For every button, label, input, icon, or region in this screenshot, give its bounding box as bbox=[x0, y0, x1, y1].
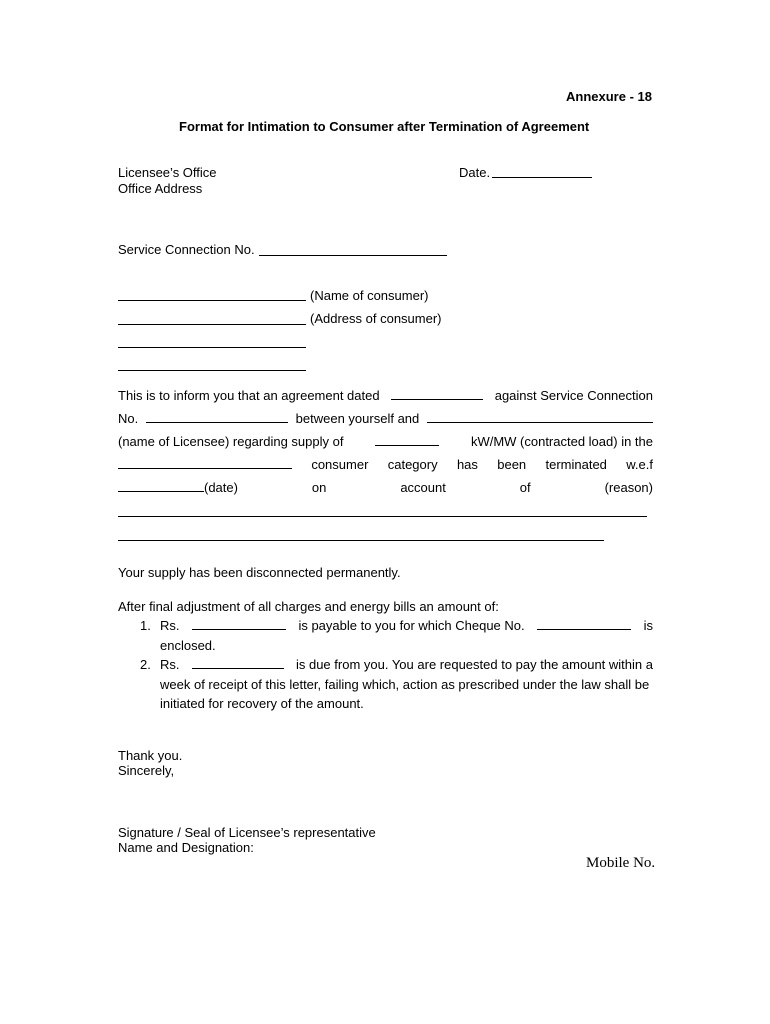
item-2-line-3: initiated for recovery of the amount. bbox=[160, 696, 364, 711]
body-word: of bbox=[519, 480, 531, 495]
cheque-no-blank[interactable] bbox=[537, 618, 631, 630]
body-text: is payable to you for which Cheque No. bbox=[298, 618, 525, 633]
signature-label: Signature / Seal of Licensee’s representative bbox=[118, 825, 376, 840]
body-word: terminated bbox=[545, 457, 607, 472]
item-2-number: 2. bbox=[140, 657, 151, 672]
mobile-label: Mobile No. bbox=[586, 855, 656, 871]
item-1-number: 1. bbox=[140, 618, 151, 633]
consumer-address-blank-3[interactable] bbox=[118, 370, 306, 371]
reason-blank-2[interactable] bbox=[118, 540, 604, 541]
body-line-1 bbox=[118, 388, 653, 403]
thank-you: Thank you. bbox=[118, 748, 183, 763]
body-text: This is to inform you that an agreement dated bbox=[118, 388, 380, 403]
body-text: Rs. bbox=[160, 657, 180, 672]
body-word: category bbox=[387, 457, 438, 472]
annexure-label: Annexure - 18 bbox=[566, 89, 652, 104]
consumer-address-blank-2[interactable] bbox=[118, 347, 306, 348]
disconnection-notice: Your supply has been disconnected permanently. bbox=[118, 565, 401, 580]
item-2-line bbox=[160, 657, 653, 672]
category-blank[interactable] bbox=[118, 457, 292, 469]
body-word: account bbox=[400, 480, 446, 495]
termination-date-blank[interactable] bbox=[118, 480, 204, 492]
agreement-date-blank[interactable] bbox=[391, 388, 483, 400]
due-amount-blank[interactable] bbox=[192, 657, 284, 669]
body-word: been bbox=[497, 457, 527, 472]
body-text: is due from you. You are requested to pay the amount within a bbox=[295, 657, 653, 672]
body-line-5 bbox=[118, 480, 653, 495]
adjustment-intro: After final adjustment of all charges and energy bills an amount of: bbox=[118, 599, 499, 614]
body-line-3 bbox=[118, 434, 653, 449]
page-title: Format for Intimation to Consumer after Termination of Agreement bbox=[179, 119, 590, 134]
consumer-name-blank[interactable] bbox=[118, 300, 306, 301]
consumer-address-blank[interactable] bbox=[118, 324, 306, 325]
body-text: is bbox=[643, 618, 653, 633]
refund-amount-blank[interactable] bbox=[192, 618, 286, 630]
reason-blank-1[interactable] bbox=[118, 516, 647, 517]
item-1-line bbox=[160, 618, 653, 633]
body-word: consumer bbox=[311, 457, 369, 472]
body-word: has bbox=[456, 457, 478, 472]
load-blank[interactable] bbox=[375, 434, 439, 446]
body-word: (date) bbox=[204, 480, 238, 495]
body-text: between yourself and bbox=[295, 411, 420, 426]
service-connection-label: Service Connection No. bbox=[118, 242, 255, 257]
body-text: Rs. bbox=[160, 618, 180, 633]
service-connection-blank[interactable] bbox=[259, 255, 447, 256]
consumer-address-label: (Address of consumer) bbox=[310, 311, 442, 326]
body-line-2 bbox=[118, 411, 653, 426]
date-blank[interactable] bbox=[492, 177, 592, 178]
body-text: against Service Connection bbox=[494, 388, 653, 403]
name-designation-label: Name and Designation: bbox=[118, 840, 254, 855]
licensee-name-blank[interactable] bbox=[427, 411, 653, 423]
body-text: (name of Licensee) regarding supply of bbox=[118, 434, 344, 449]
body-word: (reason) bbox=[604, 480, 653, 495]
body-word: w.e.f bbox=[626, 457, 653, 472]
consumer-name-label: (Name of consumer) bbox=[310, 288, 429, 303]
body-text: kW/MW (contracted load) in the bbox=[470, 434, 653, 449]
body-word: on bbox=[311, 480, 327, 495]
sincerely: Sincerely, bbox=[118, 763, 175, 778]
body-text: No. bbox=[118, 411, 139, 426]
item-2-line-2: week of receipt of this letter, failing which, action as prescribed under the law shall be bbox=[160, 677, 650, 692]
connection-no-blank[interactable] bbox=[146, 411, 288, 423]
body-line-4 bbox=[118, 457, 653, 472]
office-address: Office Address bbox=[118, 181, 203, 196]
date-label: Date. bbox=[459, 165, 491, 180]
licensee-office: Licensee’s Office bbox=[118, 165, 217, 180]
item-1-continuation: enclosed. bbox=[160, 638, 216, 653]
